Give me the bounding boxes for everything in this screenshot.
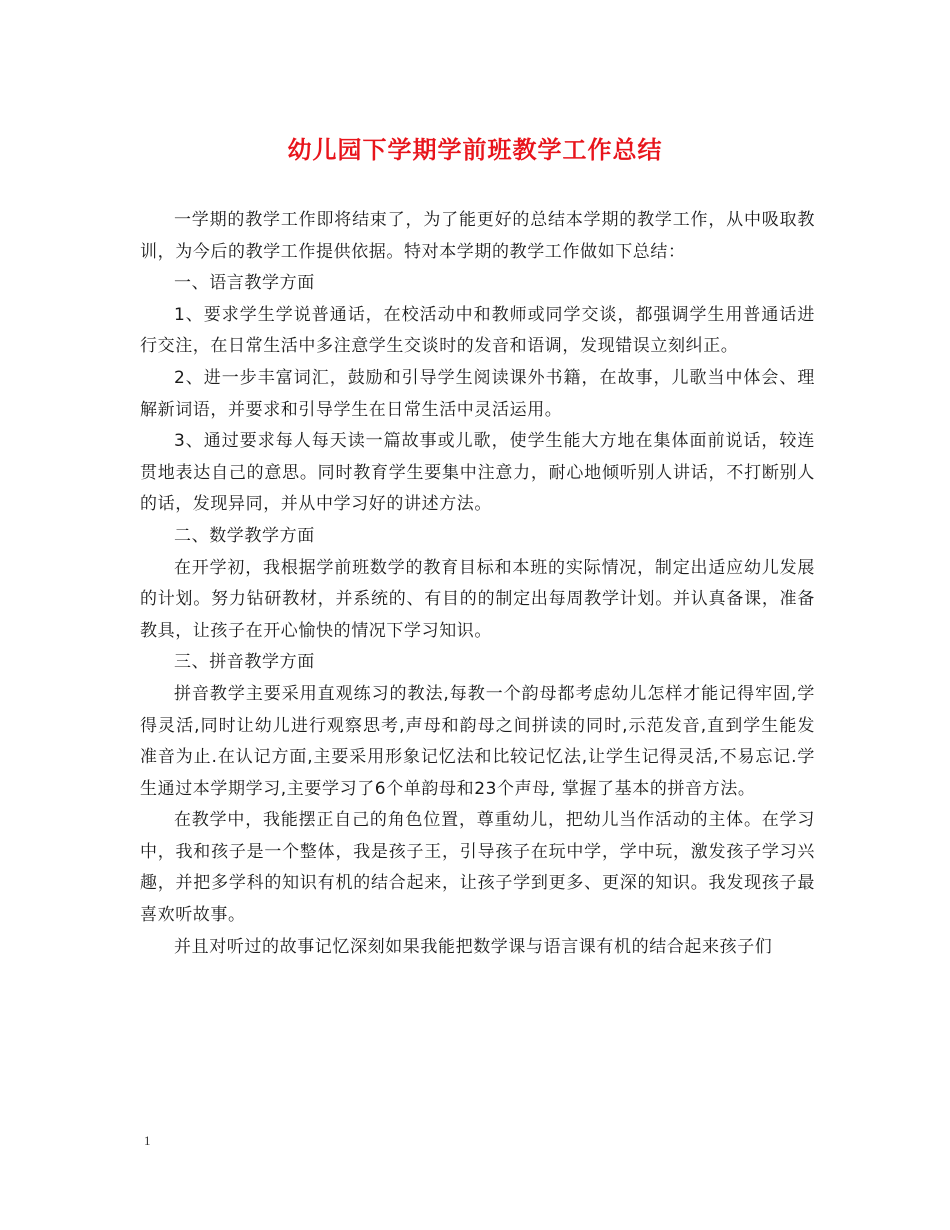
paragraph-stories: 并且对听过的故事记忆深刻如果我能把数学课与语言课有机的结合起来孩子们 — [174, 936, 773, 957]
paragraph-pinyin: 拼音教学主要采用直观练习的教法,每教一个韵母都考虑幼儿怎样才能记得牢固,学得灵活,同时让幼儿进行观察思考,声母和韵母之间拼读的同时,示范发音,直到学生能发准音为止.在认记方面,主要采用形象记忆法和比较记忆法,让学生记得灵活,不易忘记.学生通过本学期学习,主要学习了6个单韵母和23个声母, 掌握了基本的拼音方法。 — [140, 683, 815, 799]
paragraph-teaching: 在教学中，我能摆正自己的角色位置，尊重幼儿，把幼儿当作活动的主体。在学习中，我和孩子是一个整体，我是孩子王，引导孩子在玩中学，学中玩，激发孩子学习兴趣，并把多学科的知识有机的结合起来，让孩子学到更多、更深的知识。我发现孩子最喜欢听故事。 — [140, 810, 815, 926]
section-heading-language: 一、语言教学方面 — [174, 273, 315, 294]
document-body — [140, 205, 815, 963]
paragraph-language-2: 2、进一步丰富词汇，鼓励和引导学生阅读课外书籍，在故事，儿歌当中体会、理解新词语，并要求和引导学生在日常生活中灵活运用。 — [140, 367, 815, 420]
section-heading-math: 二、数学教学方面 — [174, 525, 315, 546]
paragraph-language-3: 3、通过要求每人每天读一篇故事或儿歌，使学生能大方地在集体面前说话，较连贯地表达自己的意思。同时教育学生要集中注意力，耐心地倾听别人讲话，不打断别人的话，发现异同，并从中学习好的讲述方法。 — [140, 431, 815, 515]
page-number: 1 — [144, 1133, 151, 1148]
paragraph-language-1: 1、要求学生学说普通话，在校活动中和教师或同学交谈，都强调学生用普通话进行交注，在日常生活中多注意学生交谈时的发音和语调，发现错误立刻纠正。 — [140, 304, 815, 357]
document-title: 幼儿园下学期学前班教学工作总结 — [287, 135, 663, 164]
section-heading-pinyin: 三、拼音教学方面 — [174, 652, 315, 673]
paragraph-math: 在开学初，我根据学前班数学的教育目标和本班的实际情况，制定出适应幼儿发展的计划。努力钻研教材，并系统的、有目的的制定出每周教学计划。并认真备课，准备教具，让孩子在开心愉快的情况下学习知识。 — [140, 557, 815, 641]
paragraph-intro: 一学期的教学工作即将结束了，为了能更好的总结本学期的教学工作，从中吸取教训，为今后的教学工作提供依据。特对本学期的教学工作做如下总结： — [140, 210, 815, 262]
